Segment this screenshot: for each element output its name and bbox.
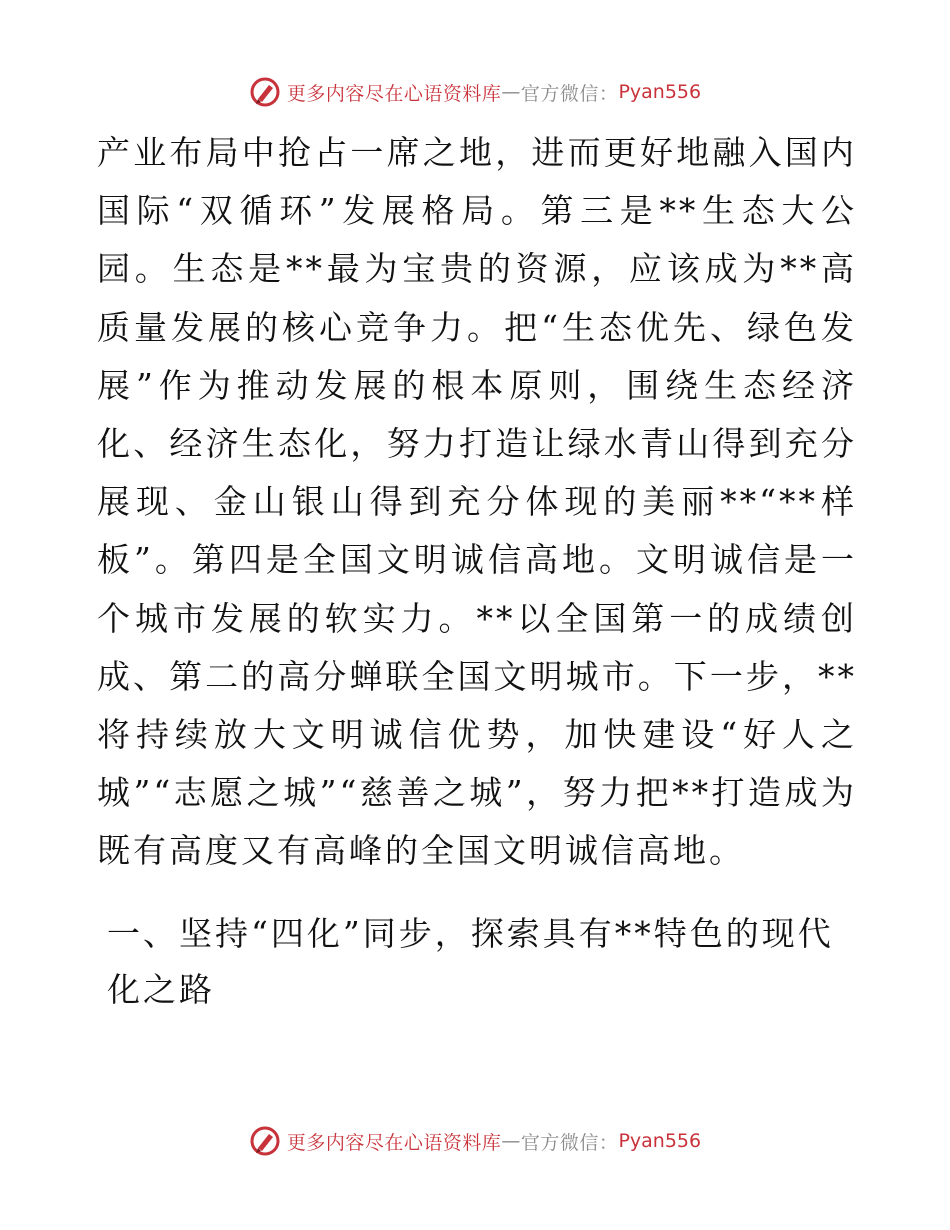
pen-logo-icon: [249, 76, 281, 108]
watermark-wechat-id: Pyan556: [618, 81, 702, 103]
watermark-wechat-label: 官方微信：: [520, 1131, 619, 1154]
watermark-separator: —: [501, 1130, 521, 1152]
pen-logo-icon: [249, 1125, 281, 1157]
watermark-site-text: 更多内容尽在心语资料库: [286, 82, 502, 105]
watermark-wechat-id: Pyan556: [618, 1130, 702, 1152]
section-heading: 一、坚持“四化”同步，探索具有**特色的现代化之路: [107, 913, 834, 1009]
watermark-separator: —: [501, 81, 521, 103]
watermark-site-text: 更多内容尽在心语资料库: [286, 1131, 502, 1154]
document-body: [97, 124, 857, 1018]
body-paragraph: 产业布局中抢占一席之地，进而更好地融入国内国际“双循环”发展格局。第三是**生态大公园。生态是**最为宝贵的资源，应该成为**高质量发展的核心竞争力。把“生态优先、绿色发展”作为推动发展的根本原则，围绕生态经济化、经济生态化，努力打造让绿水青山得到充分展现、金山银山得到充分体现的美丽**“**样板”。第四是全国文明诚信高地。文明诚信是一个城市发展的软实力。**以全国第一的成绩创成、第二的高分蝉联全国文明城市。下一步，**将持续放大文明诚信优势，加快建设“好人之城”“志愿之城”“慈善之城”，努力把**打造成为既有高度又有高峰的全国文明诚信高地。: [97, 133, 857, 871]
watermark-wechat-label: 官方微信：: [520, 82, 619, 105]
header-watermark: [0, 72, 950, 112]
footer-watermark: [0, 1121, 950, 1161]
